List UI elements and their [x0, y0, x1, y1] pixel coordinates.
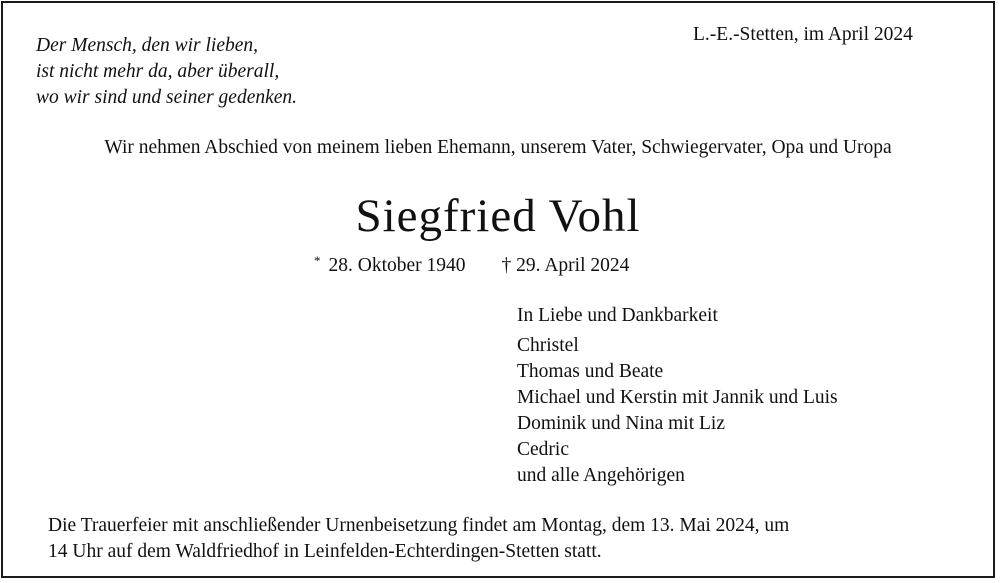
farewell-intro: Wir nehmen Abschied von meinem lieben Ehemann, unserem Vater, Schwiegervater, Opa und Uropa [104, 137, 892, 158]
memorial-quote [36, 33, 297, 111]
obituary-notice [1, 1, 995, 578]
mourner-name: und alle Angehörigen [517, 465, 685, 486]
quote-line: wo wir sind und seiner gedenken. [36, 87, 298, 108]
funeral-service-info [48, 513, 789, 565]
death-date: † 29. April 2024 [501, 255, 630, 276]
mourner-name: Michael und Kerstin mit Jannik und Luis [517, 387, 838, 408]
birth-symbol: * [314, 253, 321, 268]
service-line: Die Trauerfeier mit anschließender Urnenbeisetzung findet am Montag, dem 13. Mai 2024, um [48, 515, 790, 536]
place-and-date: L.-E.-Stetten, im April 2024 [693, 24, 913, 45]
quote-line: ist nicht mehr da, aber überall, [36, 61, 280, 82]
life-dates [314, 253, 629, 277]
mourner-name: Dominik und Nina mit Liz [517, 413, 725, 434]
service-line: 14 Uhr auf dem Waldfriedhof in Leinfelden-Echterdingen-Stetten statt. [48, 541, 602, 562]
mourner-name: Thomas und Beate [517, 361, 664, 382]
deceased-name: Siegfried Vohl [355, 190, 641, 242]
mourner-name: Christel [517, 335, 579, 356]
quote-line: Der Mensch, den wir lieben, [36, 35, 259, 56]
mourners-heading: In Liebe und Dankbarkeit [517, 305, 718, 326]
mourners-block [517, 303, 838, 489]
birth-date: 28. Oktober 1940 [328, 255, 466, 276]
mourner-name: Cedric [517, 439, 569, 460]
